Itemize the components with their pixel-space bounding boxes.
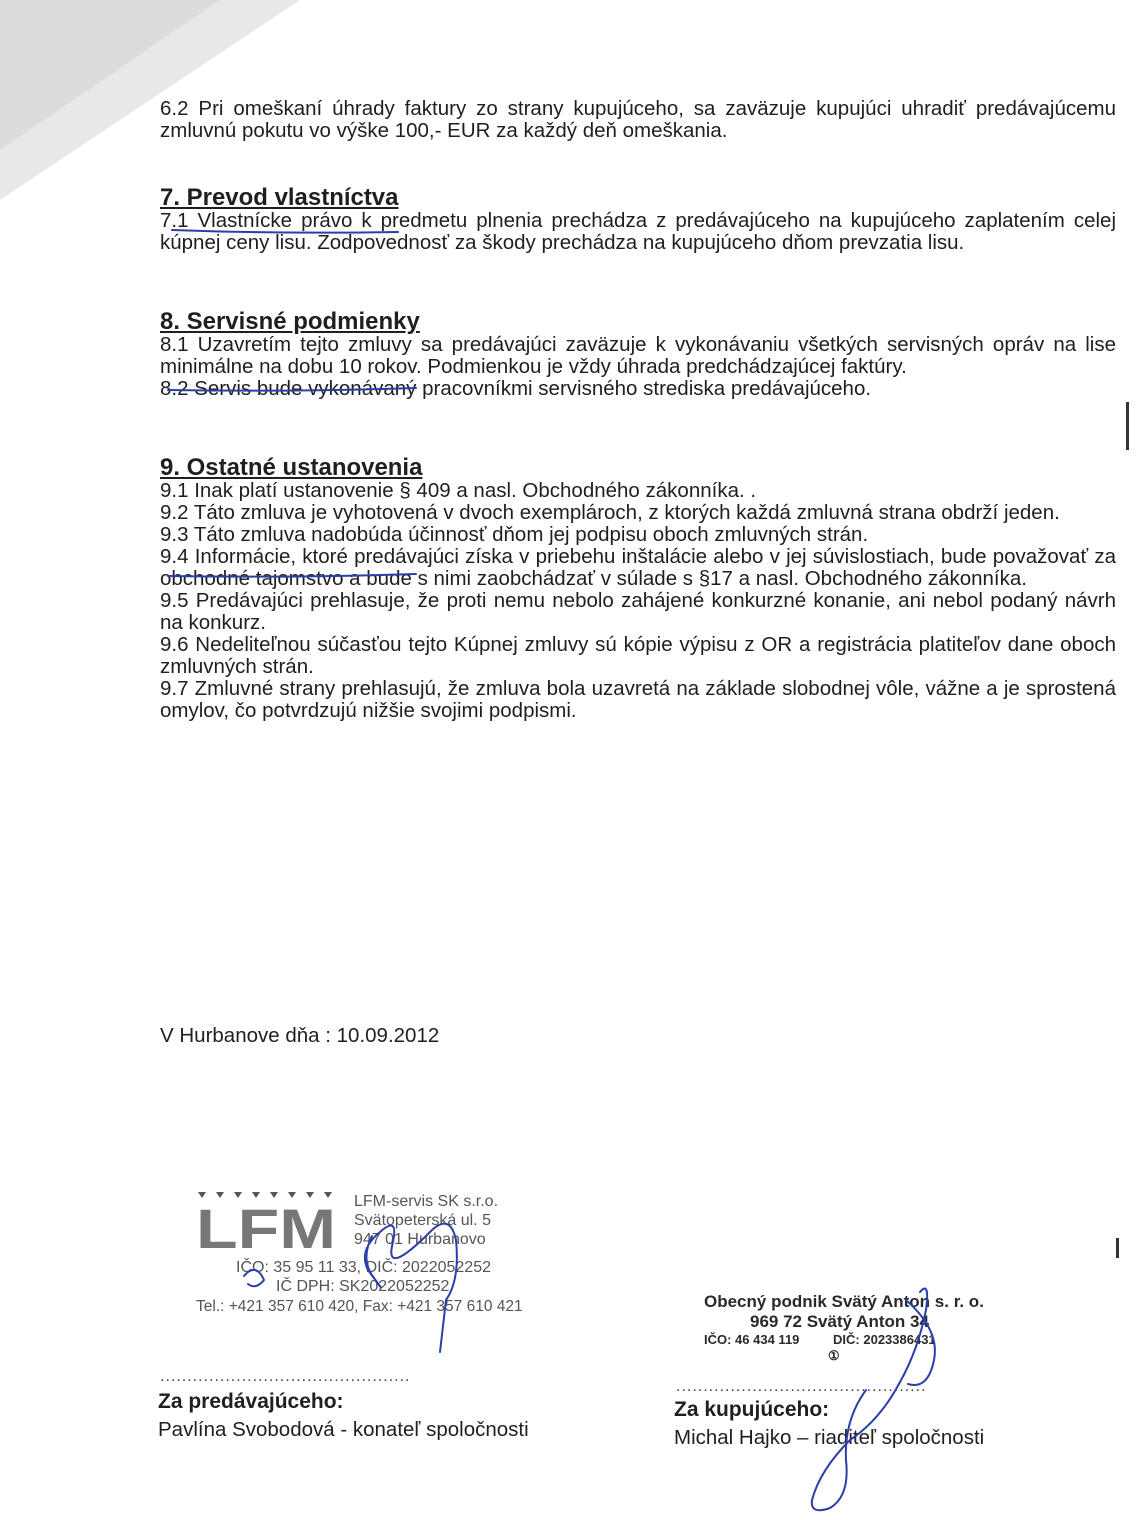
- svg-text:LFM: LFM: [196, 1197, 336, 1252]
- clause-9-1: 9.1 Inak platí ustanovenie § 409 a nasl. Obchodného zákonníka. .: [160, 479, 757, 502]
- seller-title: Za predávajúceho:: [158, 1390, 344, 1413]
- place-and-date: V Hurbanove dňa : 10.09.2012: [160, 1024, 440, 1047]
- seller-contact: Tel.: +421 357 610 420, Fax: +421 357 610 421: [196, 1298, 523, 1315]
- clause-9-6: 9.6 Nedeliteľnou súčasťou tejto Kúpnej zmluvy sú kópie výpisu z OR a registrácia platiteľov dane oboch zmluvných strán.: [160, 633, 1116, 678]
- section-8: [160, 310, 1116, 400]
- buyer-ids: [704, 1332, 994, 1348]
- clause-7-1: 7.1 Vlastnícke právo k predmetu plnenia prechádza z predávajúceho na kupujúceho zaplatením celej kúpnej ceny lisu. Zodpovednosť za škody prechádza na kupujúceho dňom prevzatia lisu.: [160, 209, 1116, 254]
- seller-signature-line: ..............................................: [160, 1368, 411, 1385]
- buyer-company: Obecný podnik Svätý Anton s. r. o.: [704, 1292, 984, 1311]
- section-6: [160, 98, 1116, 142]
- clause-9-7: 9.7 Zmluvné strany prehlasujú, že zmluva bola uzavretá na základe slobodnej vôle, vážne a je sprostená omylov, čo potvrdzujú nižšie svojimi podpismi.: [160, 677, 1116, 722]
- section-9: [160, 456, 1116, 722]
- scan-edge-mark: [1126, 402, 1129, 450]
- buyer-ico: IČO: 46 434 119: [704, 1332, 800, 1347]
- clause-9-3: 9.3 Táto zmluva nadobúda účinnosť dňom jej podpisu oboch zmluvných strán.: [160, 523, 869, 546]
- buyer-stamp-mark: ①: [828, 1348, 840, 1363]
- seller-ids: [236, 1258, 491, 1296]
- seller-name: Pavlína Svobodová - konateľ spoločnosti: [158, 1418, 529, 1441]
- buyer-stamp: [704, 1292, 994, 1364]
- clause-9-2: 9.2 Táto zmluva je vyhotovená v dvoch exemplároch, z ktorých každá zmluvná strana obdrží jeden.: [160, 501, 1060, 524]
- scan-edge-mark: [1116, 1238, 1119, 1258]
- seller-street: Svätopeterská ul. 5: [354, 1212, 491, 1229]
- section-8-heading: 8. Servisné podmienky: [160, 308, 420, 335]
- seller-ico-dic: IČO: 35 95 11 33, DIČ: 2022052252: [236, 1259, 491, 1276]
- seller-ic-dph: IČ DPH: SK2022052252: [276, 1278, 450, 1295]
- clause-9-5: 9.5 Predávajúci prehlasuje, že proti nemu nebolo zahájené konkurzné konanie, ani nebol podaný návrh na konkurz.: [160, 589, 1116, 634]
- lfm-logo: [196, 1190, 336, 1252]
- seller-company: LFM-servis SK s.r.o.: [354, 1193, 499, 1210]
- buyer-address: 969 72 Svätý Anton 34: [750, 1312, 929, 1331]
- section-9-heading: 9. Ostatné ustanovenia: [160, 454, 423, 481]
- buyer-dic: DIČ: 2023386431: [833, 1332, 936, 1347]
- seller-address: [354, 1192, 498, 1249]
- clause-9-4: 9.4 Informácie, ktoré predávajúci získa v priebehu inštalácie alebo v jej súvislostiach, bude považovať za obchodné tajomstvo a bude s nimi zaobchádzať v súlade s §17 a nasl. Obchodného zákonníka.: [160, 545, 1116, 590]
- contract-body: [160, 98, 1116, 722]
- buyer-name: Michal Hajko – riaditeľ spoločnosti: [674, 1426, 985, 1449]
- seller-stamp: [196, 1190, 556, 1330]
- buyer-title: Za kupujúceho:: [674, 1398, 830, 1421]
- section-7: [160, 186, 1116, 254]
- clause-8-1: 8.1 Uzavretím tejto zmluvy sa predávajúci zaväzuje k vykonávaniu všetkých servisných opráv na lise minimálne na dobu 10 rokov. Podmienkou je vždy úhrada predchádzajúcej faktúry.: [160, 333, 1116, 378]
- seller-city: 947 01 Hurbanovo: [354, 1231, 486, 1248]
- buyer-signature-line: ..............................................: [676, 1378, 927, 1395]
- section-7-heading: 7. Prevod vlastníctva: [160, 184, 399, 211]
- clause-8-2: 8.2 Servis bude vykonávaný pracovníkmi servisného strediska predávajúceho.: [160, 377, 872, 400]
- clause-6-2: 6.2 Pri omeškaní úhrady faktury zo strany kupujúceho, sa zaväzuje kupujúci uhradiť predávajúcemu zmluvnú pokutu vo výške 100,- EUR za každý deň omeškania.: [160, 97, 1116, 142]
